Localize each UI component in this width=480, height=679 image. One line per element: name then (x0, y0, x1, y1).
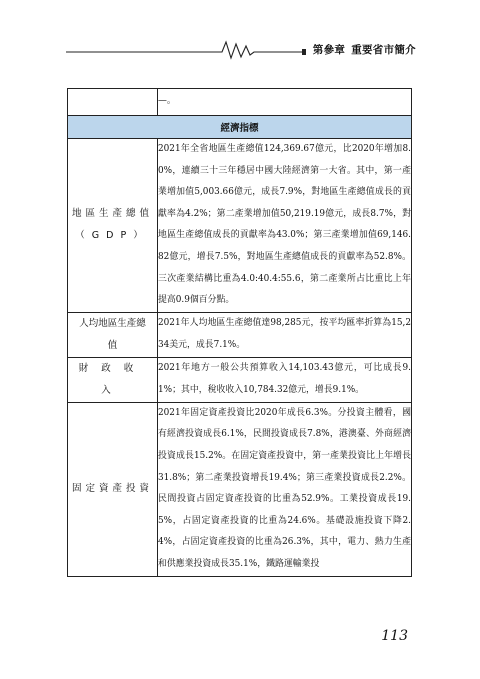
header-section: 重要省市簡介 (351, 44, 416, 56)
running-header (66, 38, 416, 60)
section-title: 經濟指標 (68, 116, 412, 139)
table-row (68, 312, 412, 357)
row-label-investment (68, 402, 158, 576)
row-label-revenue (68, 357, 158, 402)
header-title (313, 42, 416, 57)
page-number: 113 (381, 628, 408, 644)
row-content-revenue: 2021年地方一般公共預算收入14,103.43億元，可比成長9.1%；其中，稅收收入10,784.32億元，增長9.1%。 (158, 357, 412, 402)
row-label-line: 值 (107, 339, 118, 351)
row-content-investment: 2021年固定資產投資比2020年成長6.3%。分投資主體看，國有經濟投資成長6.1%，民間投資成長7.8%，港澳臺、外商經濟投資成長15.2%。在固定資產投資中，第一產業投資比上年增長31.8%；第二產業投資增長19.4%；第三產業投資成長2.2%。民間投資占固定資產投資的比重為52.9%。工業投資成長19.5%，占固定資產投資的比重為24.6%。基礎設施投資下降2.4%，占固定資產投資的比重為26.3%，其中，電力、熱力生產和供應業投資成長35.1%，鐵路運輸業投 (158, 402, 412, 576)
row-label-line: （GDP） (75, 230, 150, 242)
table-row (68, 357, 412, 402)
table-row (68, 402, 412, 576)
row-label-per-capita (68, 312, 158, 357)
table-row (68, 89, 412, 116)
economic-indicators-table (67, 88, 412, 577)
table-row (68, 139, 412, 313)
row-label-line: 財政收入 (78, 362, 147, 396)
row-content-gdp: 2021年全省地區生產總值124,369.67億元，比2020年增加8.0%，連續三十三年穩居中國大陸經濟第一大省。其中，第一產業增加值5,003.66億元，成長7.9%，對地區生產總值成長的貢獻率為4.2%；第二產業增加值50,219.19億元，成長8.7%，對地區生產總值成長的貢獻率為43.0%；第三產業增加值69,146.82億元，增長7.5%，對地區生產總值成長的貢獻率為52.8%。三次產業結構比重為4.0:40.4:55.6，第二產業所占比重比上年提高0.9個百分點。 (158, 139, 412, 313)
row-content-per-capita: 2021年人均地區生產總值達98,285元，按平均匯率折算為15,234美元，成長7.1%。 (158, 312, 412, 357)
section-header-row (68, 116, 412, 139)
row-label-gdp (68, 139, 158, 313)
row-label-line: 固定資產投資 (71, 483, 153, 495)
row-label-line: 人均地區生產總 (79, 317, 146, 329)
continuation-cell: —。 (158, 89, 412, 116)
header-chapter: 第參章 (312, 44, 346, 56)
empty-label-cell (68, 89, 158, 116)
row-label-line: 地區生產總值 (71, 208, 153, 220)
